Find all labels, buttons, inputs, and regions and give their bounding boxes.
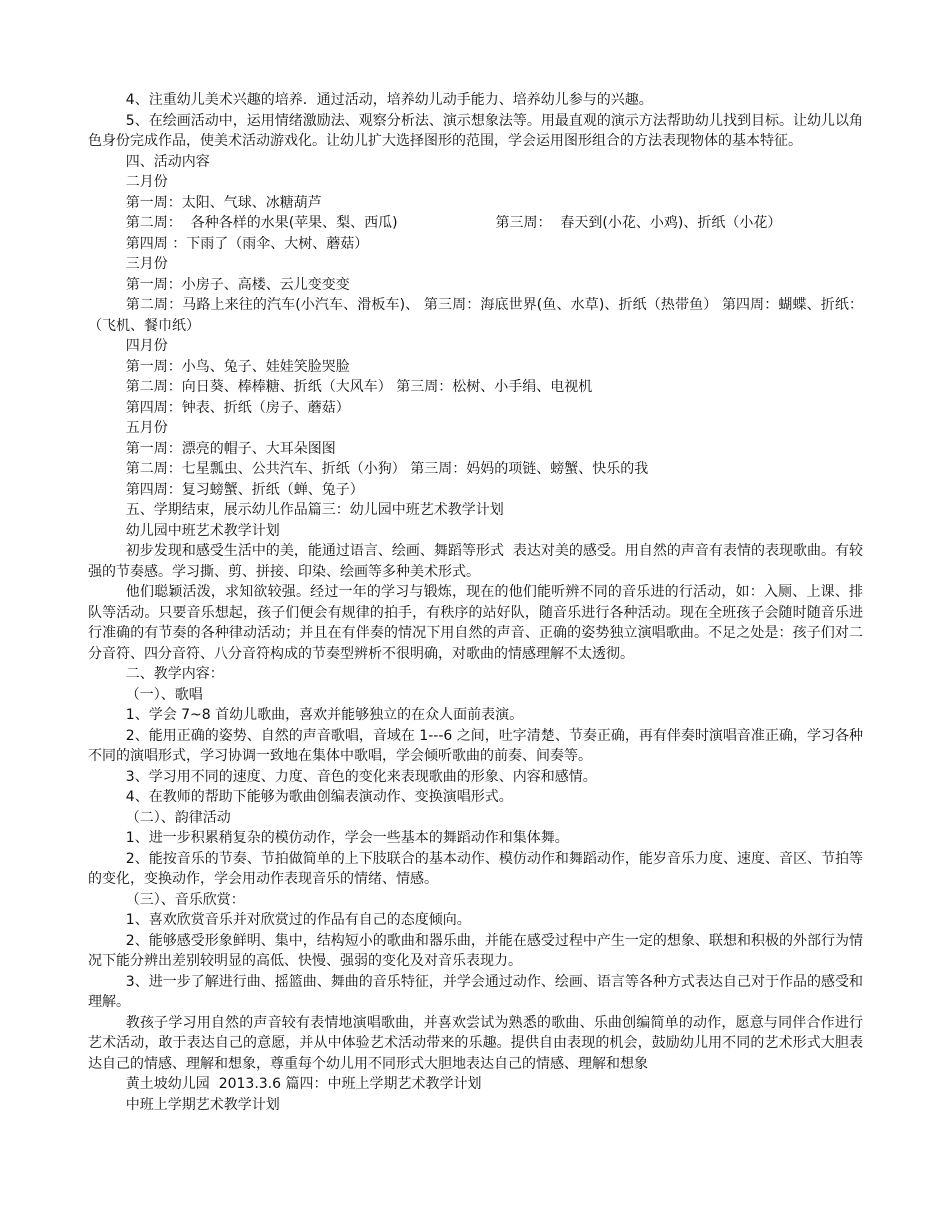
paragraph: （二）、韵律活动 <box>125 809 231 826</box>
paragraph: 四、活动内容 <box>125 153 210 170</box>
paragraph: 1、进一步积累稍复杂的模仿动作，学会一些基本的舞蹈动作和集体舞。 <box>125 830 569 846</box>
paragraph: 1、喜欢欣赏音乐并对欣赏过的作品有自己的态度倾向。 <box>125 912 471 928</box>
paragraph: 第一周：小鸟、兔子、娃娃笑脸哭脸 <box>125 358 350 375</box>
paragraph: 幼儿园中班艺术教学计划 <box>125 522 280 539</box>
paragraph: 2、能按音乐的节奏、节拍做简单的上下肢联合的基本动作、模仿动作和舞蹈动作，能岁音乐力度、速度、音区、节拍等的变化，变换动作，学会用动作表现音乐的情绪、情感。 <box>88 850 863 887</box>
paragraph: 第四周：钟表、折纸（房子、蘑菇） <box>125 399 350 416</box>
paragraph: 第一周：太阳、气球、冰糖葫芦 <box>125 194 322 211</box>
paragraph: 4、注重幼儿美术兴趣的培养．通过活动，培养幼儿动手能力、培养幼儿参与的兴趣。 <box>125 92 653 108</box>
paragraph: 黄土坡幼儿园 2013.3.6 篇四：中班上学期艺术教学计划 <box>125 1076 482 1092</box>
paragraph: 第四周 ：下雨了（雨伞、大树、蘑菇） <box>125 235 369 252</box>
paragraph: 4、在教师的帮助下能够为歌曲创编表演动作、变换演唱形式。 <box>125 789 513 805</box>
paragraph: 3、进一步了解进行曲、摇篮曲、舞曲的音乐特征，并学会通过动作、绘画、语言等各种方式表达自己对于作品的感受和理解。 <box>88 973 863 1010</box>
paragraph: 三月份 <box>125 256 168 272</box>
paragraph: （三）、音乐欣赏： <box>125 891 245 908</box>
paragraph: 2、能用正确的姿势、自然的声音歌唱，音域在 1---6 之间，吐字清楚、节奏正确，再有伴奏时演唱音准正确，学习各种不同的演唱形式，学习协调一致地在集体中歌唱，学会倾听歌曲的前奏、间奏等。 <box>88 727 863 764</box>
paragraph: 四月份 <box>125 338 168 354</box>
paragraph: 第二周：马路上来往的汽车(小汽车、滑板车)、 第三周：海底世界(鱼、水草)、折纸（热带鱼） 第四周：蝴蝶、折纸：（飞机、餐巾纸） <box>88 297 863 334</box>
paragraph: 第二周：向日葵、棒棒糖、折纸（大风车） 第三周：松树、小手绢、电视机 <box>125 379 593 395</box>
document-body <box>88 90 863 1115</box>
paragraph: （一）、歌唱 <box>125 686 203 703</box>
paragraph: 初步发现和感受生活中的美，能通过语言、绘画、舞蹈等形式 表达对美的感受。用自然的声音有表情的表现歌曲。有较强的节奏感。学习撕、剪、拼接、印染、绘画等多种美术形式。 <box>88 543 863 580</box>
paragraph: 5、在绘画活动中，运用情绪激励法、观察分析法、演示想象法等。用最直观的演示方法帮助幼儿找到目标。让幼儿以角色身份完成作品，使美术活动游戏化。让幼儿扩大选择图形的范围，学会运用图形组合的方法表现物体的基本特征。 <box>88 112 863 149</box>
paragraph: 3、学习用不同的速度、力度、音色的变化来表现歌曲的形象、内容和感情。 <box>125 768 597 785</box>
paragraph: 二月份 <box>125 174 168 190</box>
paragraph: 二、教学内容： <box>125 666 224 682</box>
paragraph: 他们聪颖活泼，求知欲较强。经过一年的学习与锻炼，现在的他们能听辨不同的音乐进的行活动，如：入厕、上课、排队等活动。只要音乐想起，孩子们便会有规律的拍手，有秩序的站好队，随音乐进行各种活动。现在全班孩子会随时随音乐进行准确的有节奏的各种律动活动；并且在有伴奏的情况下用自然的声音、正确的姿势独立演唱歌曲。不足之处是：孩子们对二分音符、四分音符、八分音符构成的节奏型辨析不很明确，对歌曲的情感理解不太透彻。 <box>88 584 863 662</box>
paragraph: 第二周： 各种各样的水果(苹果、梨、西瓜) 第三周： 春天到(小花、小鸡)、折纸（小花） <box>125 215 782 231</box>
paragraph: 中班上学期艺术教学计划 <box>125 1096 280 1113</box>
paragraph: 第一周：漂亮的帽子、大耳朵图图 <box>125 440 336 457</box>
paragraph: 第四周：复习螃蟹、折纸（蝉、兔子） <box>125 481 364 498</box>
paragraph: 1、学会 7~8 首幼儿歌曲，喜欢并能够独立的在众人面前表演。 <box>125 707 524 723</box>
paragraph: 五、学期结束，展示幼儿作品篇三：幼儿园中班艺术教学计划 <box>125 502 504 518</box>
paragraph: 五月份 <box>125 420 168 436</box>
paragraph: 第一周：小房子、高楼、云儿变变变 <box>125 276 350 293</box>
paragraph: 2、能够感受形象鲜明、集中，结构短小的歌曲和器乐曲，并能在感受过程中产生一定的想象、联想和积极的外部行为情况下能分辨出差别较明显的高低、快慢、强弱的变化及对音乐表现力。 <box>88 932 863 969</box>
paragraph: 第二周：七星瓢虫、公共汽车、折纸（小狗） 第三周：妈妈的项链、螃蟹、快乐的我 <box>125 461 649 477</box>
paragraph: 教孩子学习用自然的声音较有表情地演唱歌曲，并喜欢尝试为熟悉的歌曲、乐曲创编简单的动作，愿意与同伴合作进行艺术活动，敢于表达自己的意愿，并从中体验艺术活动带来的乐趣。提供自由表现的机会，鼓励幼儿用不同的艺术形式大胆表达自己的情感、理解和想象，尊重每个幼儿用不同形式大胆地表达自己的情感、理解和想象 <box>88 1014 863 1072</box>
